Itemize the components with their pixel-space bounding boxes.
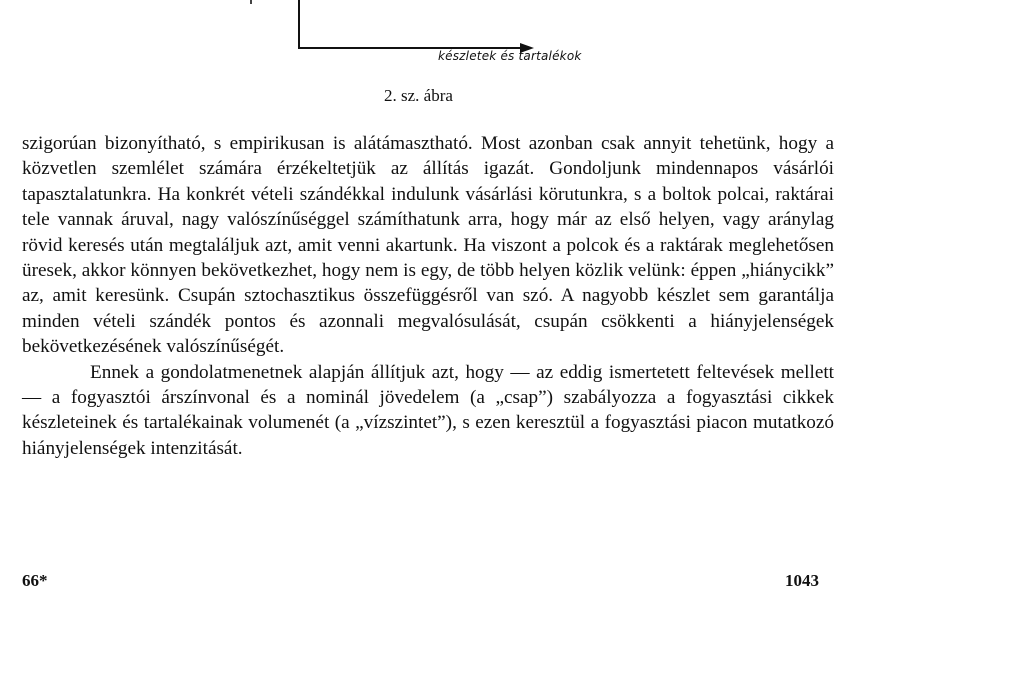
- body-text: [22, 131, 834, 461]
- signature-mark: 66*: [22, 571, 48, 590]
- figure-caption: 2. sz. ábra: [384, 86, 453, 105]
- figure-tick-mark: [250, 0, 252, 4]
- figure-fragment: [0, 0, 1024, 110]
- figure-vertical-axis: [298, 0, 300, 49]
- page-number: 1043: [785, 571, 819, 590]
- figure-axis-label: készletek és tartalékok: [438, 49, 582, 63]
- paragraph-1: szigorúan bizonyítható, s empirikusan is alátámasztható. Most azonban csak annyit tehetünk, hogy a közvetlen szemlélet számára érzékeltetjük az állítás igazát. Gondoljunk mindennapos vásárlói tapasztalatunkra. Ha konkrét vételi szándékkal indulunk vásárlási körutunkra, s a boltok polcai, raktárai tele vannak áruval, nagy valószínűséggel számíthatunk arra, hogy már az első helyen, vagy aránylag rövid keresés után megtaláljuk azt, amit venni akartunk. Ha viszont a polcok és a raktárak meglehetősen üresek, akkor könnyen bekövetkezhet, hogy nem is egy, de több helyen közlik velünk: éppen „hiánycikk” az, amit keresünk. Csupán sztochasztikus összefüggésről van szó. A nagyobb készlet sem garantálja minden vételi szándék pontos és azonnali megvalósulását, csupán csökkenti a hiányjelenségek bekövetkezésének valószínűségét.: [22, 133, 834, 358]
- paragraph-2: Ennek a gondolatmenetnek alapján állítjuk azt, hogy — az eddig ismertetett feltevések mellett — a fogyasztói árszínvonal és a nominál jövedelem (a „csap”) szabályozza a fogyasztási cikkek készleteinek és tartalékainak volumenét (a „vízszintet”), s ezen keresztül a fogyasztási piacon mutatkozó hiányjelenségek intenzitását.: [22, 361, 834, 459]
